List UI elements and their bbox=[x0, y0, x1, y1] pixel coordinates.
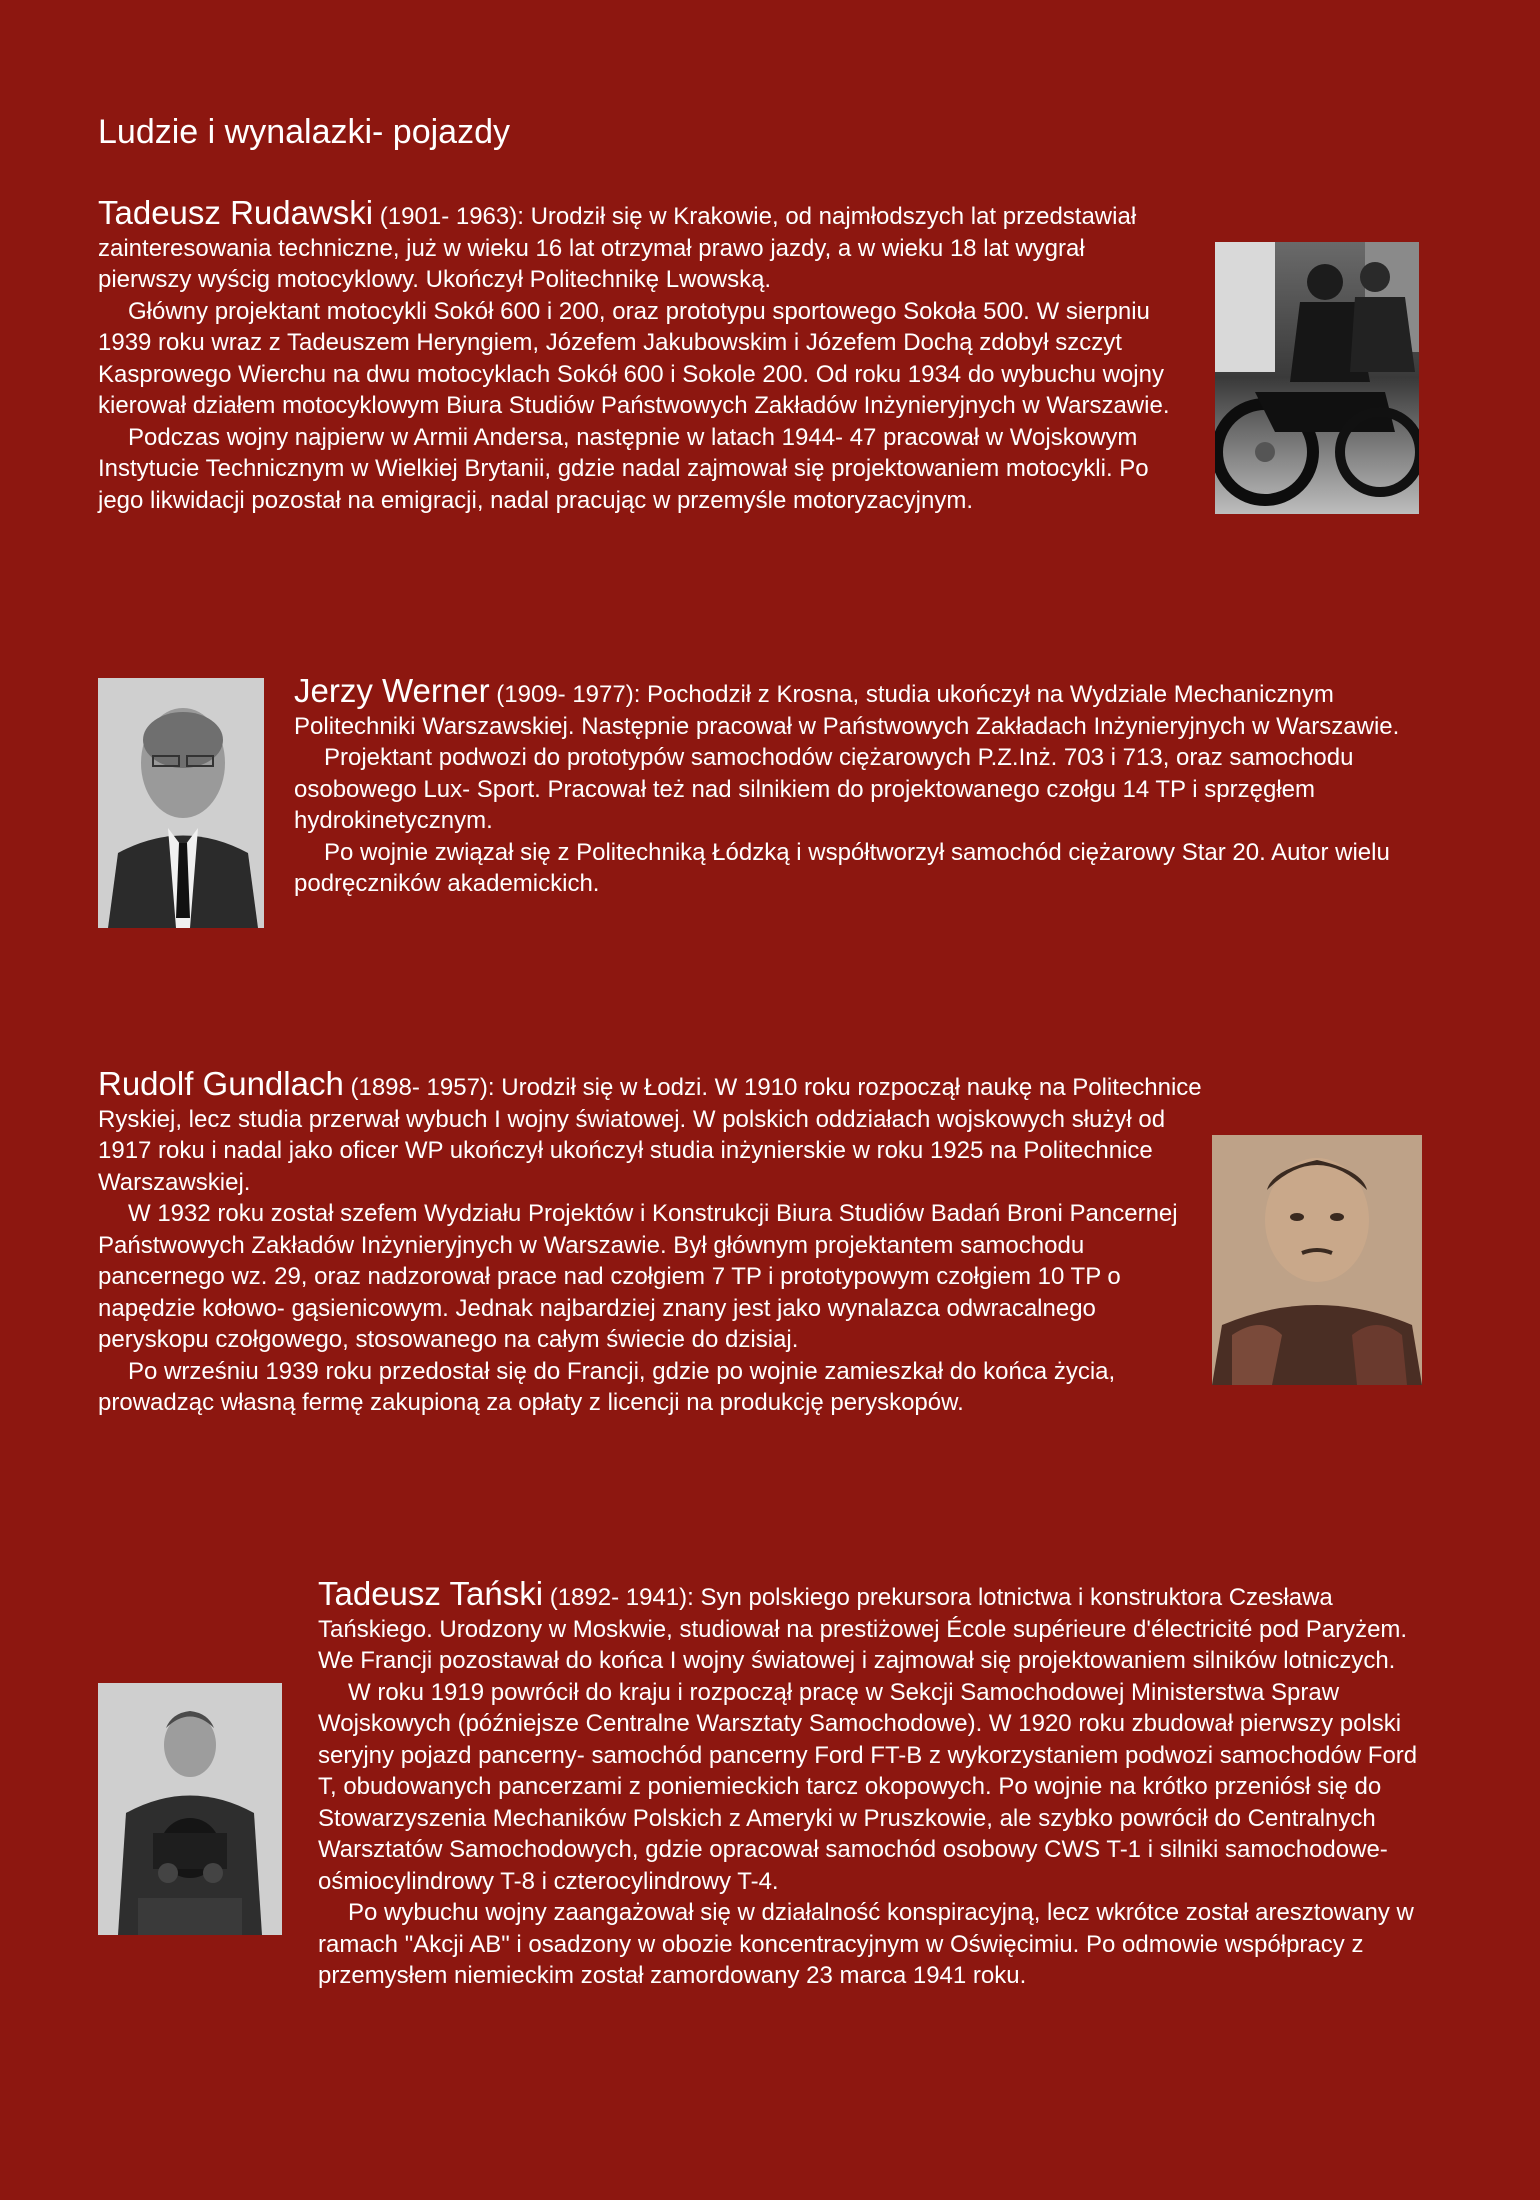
bio-paragraph bbox=[294, 672, 1434, 742]
bio-paragraph bbox=[98, 194, 1180, 296]
bio-paragraph: Po wrześniu 1939 roku przedostał się do Francji, gdzie po wojnie zamieszkał do końca życia, prowadząc własną fermę zakupioną za opłaty z licencji na produkcję peryskopów. bbox=[98, 1357, 1116, 1416]
page-title: Ludzie i wynalazki- pojazdy bbox=[98, 113, 510, 151]
bio-gundlach bbox=[98, 1065, 1210, 1419]
bio-werner bbox=[294, 672, 1434, 900]
person-name: Tadeusz Rudawski bbox=[98, 194, 374, 231]
photo-werner-portrait bbox=[98, 678, 264, 928]
bio-rudawski bbox=[98, 194, 1180, 516]
bio-paragraph bbox=[318, 1575, 1430, 1677]
bio-paragraph: Po wybuchu wojny zaangażował się w działalność konspiracyjną, lecz wkrótce został aresztowany w ramach "Akcji AB" i osadzony w obozie koncentracyjnym w Oświęcimiu. Po odmowie współpracy z przemysłem niemieckim został zamordowany 23 marca 1941 roku. bbox=[318, 1899, 1414, 1989]
bio-paragraph bbox=[98, 1065, 1210, 1198]
bio-paragraph: W roku 1919 powrócił do kraju i rozpoczął pracę w Sekcji Samochodowej Ministerstwa Spraw Wojskowych (późniejsze Centralne Warsztaty Samochodowe). W 1920 roku zbudował pierwszy polski seryjny pojazd pancerny- samochód pancerny Ford FT-B z wykorzystaniem podwozi samochodów Ford T, obudowanych pancerzami z poniemieckich tarcz okopowych. Po wojnie na krótko przeniósł się do Stowarzyszenia Mechaników Polskich z Ameryki w Pruszkowie, ale szybko powrócił do Centralnych Warsztatów Samochodowych, gdzie opracował samochód osobowy CWS T-1 i silniki samochodowe- ośmiocylindrowy T-8 i czterocylindrowy T-4. bbox=[318, 1678, 1418, 1895]
photo-tanski-portrait bbox=[98, 1683, 282, 1935]
bio-text: (1892- 1941): Syn polskiego prekursora lotnictwa i konstruktora Czesława Tańskiego. Urodzony w Moskwie, studiował na prestiżowej École supérieure d'électricité pod Paryżem. We Francji pozostawał do końca I wojny światowej i zajmował się projektowaniem silników lotniczych. bbox=[318, 1584, 1408, 1674]
bio-paragraph: Główny projektant motocykli Sokół 600 i 200, oraz prototypu sportowego Sokoła 500. W sierpniu 1939 roku wraz z Tadeuszem Heryngiem, Józefem Jakubowskim i Józefem Dochą zdobył szczyt Kasprowego Wierchu na dwu motocyklach Sokół 600 i Sokole 200. Od roku 1934 do wybuchu wojny kierował działem motocyklowym Biura Studiów Państwowych Zakładów Inżynieryjnych w Warszawie. bbox=[98, 297, 1170, 419]
bio-text: (1909- 1977): Pochodził z Krosna, studia ukończył na Wydziale Mechanicznym Politechniki Warszawskiej. Następnie pracował w Państwowych Zakładach Inżynieryjnych w Warszawie. bbox=[294, 681, 1400, 740]
bio-paragraph: Podczas wojny najpierw w Armii Andersa, następnie w latach 1944- 47 pracował w Wojskowym Instytucie Technicznym w Wielkiej Brytanii, gdzie nadal zajmował się projektowaniem motocykli. Po jego likwidacji pozostał na emigracji, nadal pracując w przemyśle motoryzacyjnym. bbox=[98, 423, 1149, 514]
bio-paragraph: Projektant podwozi do prototypów samochodów ciężarowych P.Z.Inż. 703 i 713, oraz samochodu osobowego Lux- Sport. Pracował też nad silnikiem do projektowanego czołgu 14 TP i sprzęgłem hydrokinetycznym. bbox=[294, 744, 1354, 834]
bio-tanski bbox=[318, 1575, 1430, 1992]
photo-rudawski-motorcycle bbox=[1215, 242, 1419, 514]
bio-paragraph: W 1932 roku został szefem Wydziału Projektów i Konstrukcji Biura Studiów Badań Broni Pancernej Państwowych Zakładów Inżynieryjnych w Warszawie. Był głównym projektantem samochodu pancernego wz. 29, oraz nadzorował prace nad czołgiem 7 TP i prototypowym czołgiem 10 TP o napędzie kołowo- gąsienicowym. Jednak najbardziej znany jest jako wynalazca odwracalnego peryskopu czołgowego, stosowanego na całym świecie do dzisiaj. bbox=[98, 1200, 1178, 1353]
person-name: Tadeusz Tański bbox=[318, 1575, 544, 1612]
person-name: Jerzy Werner bbox=[294, 672, 490, 709]
bio-text: (1901- 1963): Urodził się w Krakowie, od najmłodszych lat przedstawiał zainteresowania techniczne, już w wieku 16 lat otrzymał prawo jazdy, a w wieku 18 lat wygrał pierwszy wyścig motocyklowy. Ukończył Politechnikę Lwowską. bbox=[98, 203, 1137, 293]
person-name: Rudolf Gundlach bbox=[98, 1065, 344, 1102]
bio-text: (1898- 1957): Urodził się w Łodzi. W 1910 roku rozpoczął naukę na Politechnice Ryskiej, lecz studia przerwał wybuch I wojny światowej. W polskich oddziałach wojskowych służył od 1917 roku i nadal jako oficer WP ukończył ukończył studia inżynierskie w roku 1925 na Politechnice Warszawskiej. bbox=[98, 1074, 1202, 1196]
bio-paragraph: Po wojnie związał się z Politechniką Łódzką i współtworzył samochód ciężarowy Star 20. Autor wielu podręczników akademickich. bbox=[294, 838, 1390, 897]
photo-gundlach-portrait bbox=[1212, 1135, 1422, 1385]
